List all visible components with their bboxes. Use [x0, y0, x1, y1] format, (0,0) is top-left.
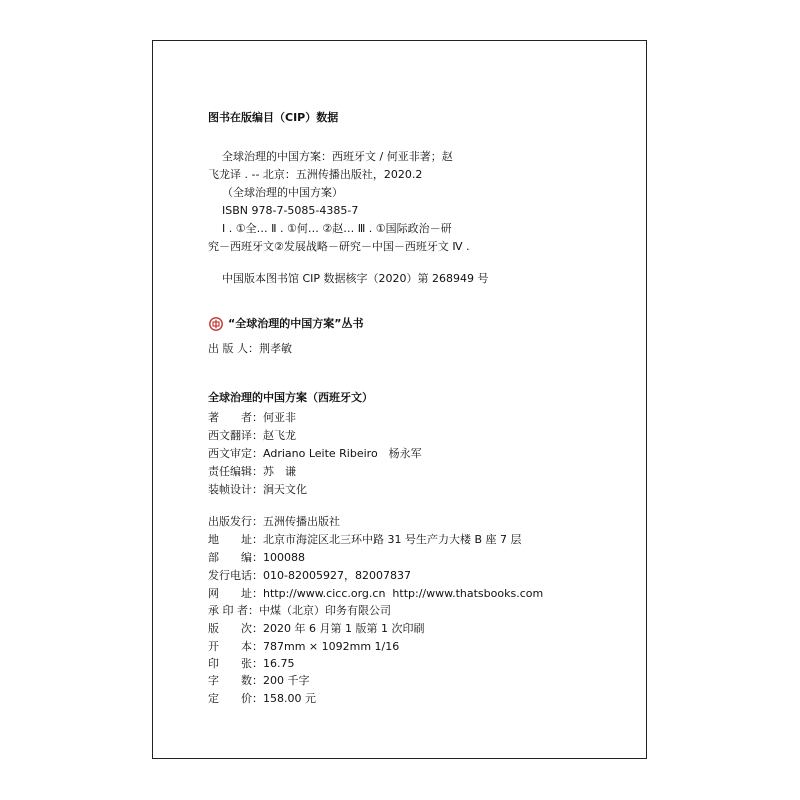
- pub-row-website: [208, 587, 543, 601]
- pub-row-address: [208, 533, 522, 547]
- row-value: 何亚非: [263, 411, 296, 424]
- row-value: 荆孝敏: [259, 342, 292, 355]
- row-label: 发行电话：: [208, 569, 263, 582]
- row-label: 印 张：: [208, 657, 263, 670]
- series-title: “全球治理的中国方案”丛书: [228, 317, 364, 330]
- row-value: 中煤（北京）印务有限公司: [259, 604, 391, 617]
- row-value: http://www.cicc.org.cn http://www.thatsbooks.com: [263, 587, 544, 600]
- cip-line: 究－西班牙文②发展战略－研究－中国－西班牙文 Ⅳ .: [208, 240, 470, 253]
- row-value: 787mm × 1092mm 1/16: [263, 640, 400, 653]
- pub-row-printer: [208, 604, 391, 618]
- row-value: 涧天文化: [263, 483, 307, 496]
- pub-row-postcode: [208, 551, 305, 565]
- credit-row-reviewer: [208, 447, 422, 461]
- credit-row-designer: [208, 483, 307, 497]
- row-label: 承 印 者：: [208, 604, 259, 617]
- row-label: 定 价：: [208, 692, 263, 705]
- cip-line: ISBN 978-7-5085-4385-7: [222, 204, 359, 217]
- row-label: 地 址：: [208, 533, 263, 546]
- pub-row-price: [208, 692, 316, 706]
- pub-row-edition: [208, 622, 424, 636]
- row-label: 版 次：: [208, 622, 263, 635]
- row-value: 16.75: [263, 657, 295, 670]
- row-value: 100088: [263, 551, 305, 564]
- row-label: 装帧设计：: [208, 483, 263, 496]
- row-label: 出版发行：: [208, 515, 263, 528]
- pub-row-distributor: [208, 515, 340, 529]
- cip-line: 全球治理的中国方案：西班牙文 / 何亚非著；赵: [222, 150, 453, 163]
- row-value: 苏 谦: [263, 465, 296, 478]
- row-value: 五洲传播出版社: [263, 515, 340, 528]
- cip-line: 飞龙译 . -- 北京：五洲传播出版社，2020.2: [208, 168, 423, 181]
- row-label: 部 编：: [208, 551, 263, 564]
- row-label: 责任编辑：: [208, 465, 263, 478]
- row-value: Adriano Leite Ribeiro 杨永军: [263, 447, 422, 460]
- row-label: 西文审定：: [208, 447, 263, 460]
- series-logo-icon: [209, 317, 223, 331]
- pub-row-word-count: [208, 674, 310, 688]
- row-label: 西文翻译：: [208, 429, 263, 442]
- row-value: 158.00 元: [263, 692, 316, 705]
- credit-row-translator: [208, 429, 296, 443]
- row-value: 赵飞龙: [263, 429, 296, 442]
- publisher-row: [208, 342, 292, 356]
- pub-row-format: [208, 640, 399, 654]
- credit-row-author: [208, 411, 296, 425]
- cip-line: Ⅰ . ①全… Ⅱ . ①何… ②赵… Ⅲ . ①国际政治－研: [222, 222, 452, 235]
- row-label: 开 本：: [208, 640, 263, 653]
- cip-heading: 图书在版编目（CIP）数据: [208, 111, 339, 124]
- cip-record-number: 中国版本图书馆 CIP 数据核字（2020）第 268949 号: [222, 272, 489, 285]
- book-title: 全球治理的中国方案（西班牙文）: [208, 391, 373, 404]
- row-value: 010-82005927，82007837: [263, 569, 411, 582]
- cip-line: （全球治理的中国方案）: [222, 186, 343, 199]
- row-label: 字 数：: [208, 674, 263, 687]
- row-value: 200 千字: [263, 674, 310, 687]
- row-value: 北京市海淀区北三环中路 31 号生产力大楼 B 座 7 层: [263, 533, 522, 546]
- pub-row-phone: [208, 569, 411, 583]
- row-label: 著 者：: [208, 411, 263, 424]
- row-label: 出 版 人：: [208, 342, 259, 355]
- row-label: 网 址：: [208, 587, 263, 600]
- pub-row-sheets: [208, 657, 295, 671]
- row-value: 2020 年 6 月第 1 版第 1 次印刷: [263, 622, 425, 635]
- credit-row-editor: [208, 465, 296, 479]
